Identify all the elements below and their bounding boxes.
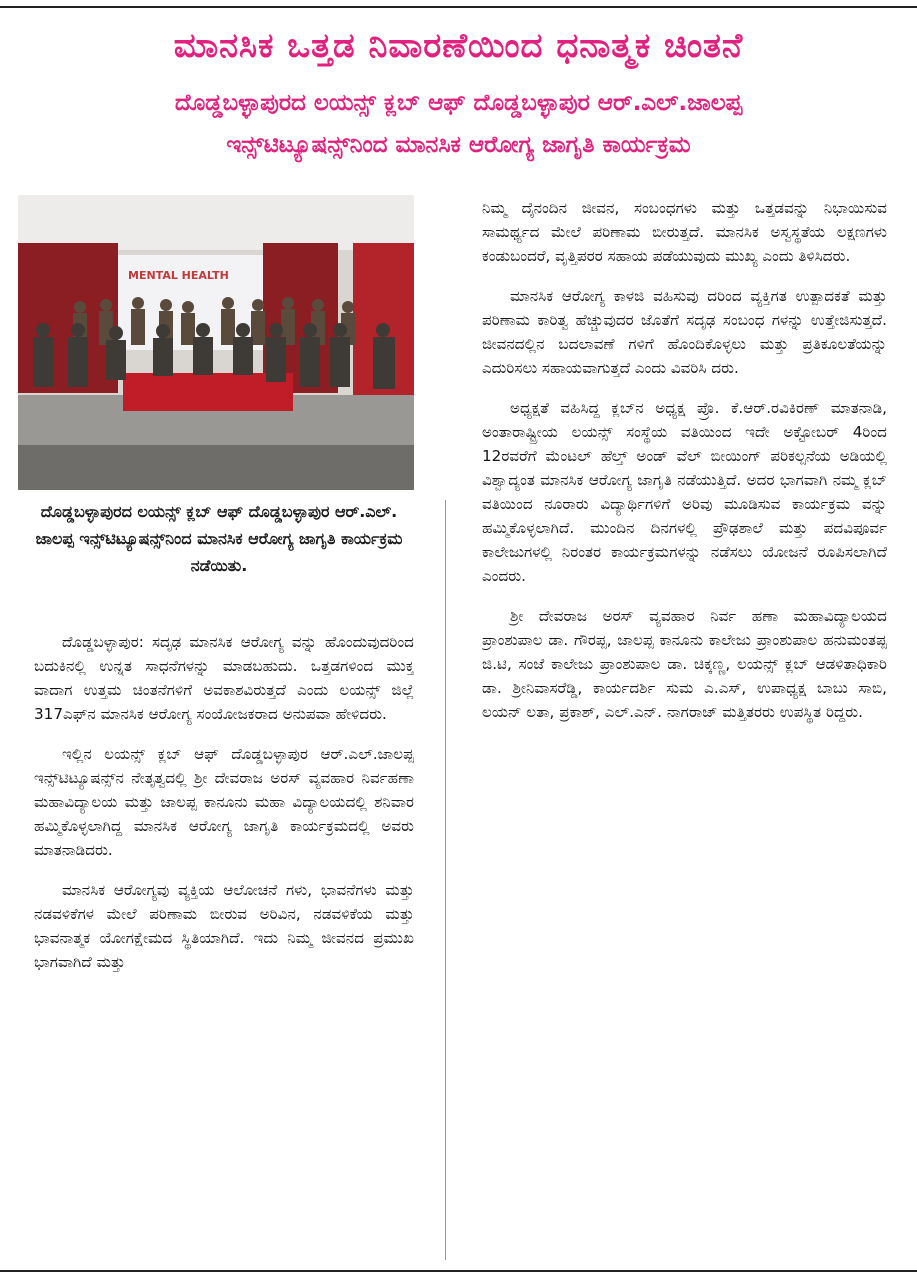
article-paragraph: ಅಧ್ಯಕ್ಷತೆ ವಹಿಸಿದ್ದ ಕ್ಲಬ್‌ನ ಅಧ್ಯಕ್ಷ ಪ್ರೊ. ಕೆ.ಆರ್.ರವಿಕಿರಣ್ ಮಾತನಾಡಿ, ಅಂತಾರಾಷ್ಟ್ರೀಯ ಲಯನ್ಸ್ ಸಂಸ್ಥೆಯ ವತಿಯಿಂದ ಇದೇ ಅಕ್ಟೋಬರ್ 4ರಿಂದ 12ರವರೆಗೆ ಮೆಂಟಲ್ ಹೆಲ್ತ್ ಅಂಡ್ ವೆಲ್ ಬೀಯಿಂಗ್ ಪರಿಕಲ್ಪನೆಯ ಅಡಿಯಲ್ಲಿ ವಿಶ್ವಾದ್ಯಂತ ಮಾನಸಿಕ ಆರೋಗ್ಯ ಜಾಗೃತಿ ನಡೆಯುತ್ತಿದೆ. ಅದರ ಭಾಗವಾಗಿ ನಮ್ಮ ಕ್ಲಬ್ ವತಿಯಿಂದ ನೂರಾರು ವಿದ್ಯಾರ್ಥಿಗಳಿಗೆ ಅರಿವು ಮೂಡಿಸುವ ಕಾರ್ಯಕ್ರಮ ವನ್ನು ಹಮ್ಮಿಕೊಳ್ಳಲಾಗಿದೆ. ಮುಂದಿನ ದಿನಗಳಲ್ಲಿ ಪ್ರೌಢಶಾಲೆ ಮತ್ತು ಪದವಿಪೂರ್ವ ಕಾಲೇಜುಗಳಲ್ಲಿ ನಿರಂತರ ಕಾರ್ಯಕ್ರಮಗಳನ್ನು ನಡೆಸಲು ಯೋಜನೆ ರೂಪಿಸಲಾಗಿದೆ ಎಂದರು.	[482, 399, 887, 585]
article-right-column	[482, 196, 887, 1261]
event-photo-illustration	[18, 195, 414, 490]
article-headline: ಮಾನಸಿಕ ಒತ್ತಡ ನಿವಾರಣೆಯಿಂದ ಧನಾತ್ಮಕ ಚಿಂತನೆ	[173, 26, 744, 66]
column-divider	[445, 500, 446, 1260]
article-paragraph: ದೊಡ್ಡಬಳ್ಳಾಪುರ: ಸದೃಢ ಮಾನಸಿಕ ಆರೋಗ್ಯ ವನ್ನು ಹೊಂದುವುದರಿಂದ ಬದುಕಿನಲ್ಲಿ ಉನ್ನತ ಸಾಧನೆಗಳನ್ನು ಮಾಡಬಹುದು. ಒತ್ತಡಗಳಿಂದ ಮುಕ್ತ ವಾದಾಗ ಉತ್ತಮ ಚಿಂತನೆಗಳಿಗೆ ಅವಕಾಶವಿರುತ್ತದೆ ಎಂದು ಲಯನ್ಸ್ ಜಿಲ್ಲೆ 317ಎಫ್‌ನ ಮಾನಸಿಕ ಆರೋಗ್ಯ ಸಂಯೋಜಕರಾದ ಅನುಪವಾ ಹೇಳಿದರು.	[34, 633, 414, 723]
banner-text: MENTAL HEALTH	[128, 269, 229, 282]
article-paragraph: ಮಾನಸಿಕ ಆರೋಗ್ಯ ಕಾಳಜಿ ವಹಿಸುವು ದರಿಂದ ವ್ಯಕ್ತಿಗತ ಉತ್ಪಾದಕತೆ ಮತ್ತು ಪರಿಣಾಮ ಕಾರಿತ್ವ ಹೆಚ್ಚುವುದರ ಜೊತೆಗೆ ಸದೃಢ ಸಂಬಂಧ ಗಳನ್ನು ಉತ್ತೇಜಿಸುತ್ತದೆ. ಜೀವನದಲ್ಲಿನ ಬದಲಾವಣೆ ಗಳಿಗೆ ಹೊಂದಿಕೊಳ್ಳಲು ಮತ್ತು ಪ್ರತಿಕೂಲತೆಯನ್ನು ಎದುರಿಸಲು ಸಹಾಯವಾಗುತ್ತದೆ ಎಂದು ವಿವರಿಸಿ ದರು.	[482, 287, 887, 377]
article-paragraph: ಶ್ರೀ ದೇವರಾಜ ಅರಸ್ ವ್ಯವಹಾರ ನಿರ್ವ ಹಣಾ ಮಹಾವಿದ್ಯಾಲಯದ ಪ್ರಾಂಶುಪಾಲ ಡಾ. ಗೌರಪ್ಪ, ಜಾಲಪ್ಪ ಕಾನೂನು ಕಾಲೇಜು ಪ್ರಾಂಶುಪಾಲ ಹನುಮಂತಪ್ಪ ಜಿ.ಟಿ, ಸಂಜೆ ಕಾಲೇಜು ಪ್ರಾಂಶುಪಾಲ ಡಾ. ಚಿಕ್ಕಣ್ಣ, ಲಯನ್ಸ್ ಕ್ಲಬ್ ಆಡಳಿತಾಧಿಕಾರಿ ಡಾ. ಶ್ರೀನಿವಾಸರೆಡ್ಡಿ, ಕಾರ್ಯದರ್ಶಿ ಸುಮ ಎ.ಎಸ್, ಉಪಾಧ್ಯಕ್ಷ ಬಾಬು ಸಾಬಿ, ಲಯನ್ ಲತಾ, ಪ್ರಕಾಶ್, ಎಲ್.ಎನ್. ನಾಗರಾಜ್ ಮತ್ತಿತರರು ಉಪಸ್ಥಿತ ರಿದ್ದರು.	[482, 607, 887, 721]
article-left-column	[34, 630, 414, 1260]
article-paragraph: ಇಲ್ಲಿನ ಲಯನ್ಸ್ ಕ್ಲಬ್ ಆಫ್ ದೊಡ್ಡಬಳ್ಳಾಪುರ ಆರ್.ಎಲ್.ಜಾಲಪ್ಪ ಇನ್ಸ್‌ಟಿಟ್ಯೂಷನ್ಸ್‌ನ ನೇತೃತ್ವದಲ್ಲಿ ಶ್ರೀ ದೇವರಾಜ ಅರಸ್ ವ್ಯವಹಾರ ನಿರ್ವಹಣಾ ಮಹಾವಿದ್ಯಾಲಯ ಮತ್ತು ಜಾಲಪ್ಪ ಕಾನೂನು ಮಹಾ ವಿದ್ಯಾಲಯದಲ್ಲಿ ಶನಿವಾರ ಹಮ್ಮಿಕೊಳ್ಳಲಾಗಿದ್ದ ಮಾನಸಿಕ ಆರೋಗ್ಯ ಜಾಗೃತಿ ಕಾರ್ಯಕ್ರಮದಲ್ಲಿ ಅವರು ಮಾತನಾಡಿದರು.	[34, 745, 414, 859]
subheadline-line-2: ಇನ್ಸ್‌ಟಿಟ್ಯೂಷನ್ಸ್‌ನಿಂದ ಮಾನಸಿಕ ಆರೋಗ್ಯ ಜಾಗೃತಿ ಕಾರ್ಯಕ್ರಮ	[226, 132, 691, 158]
event-photo	[18, 195, 414, 490]
page-bottom-border	[0, 1270, 917, 1272]
article-paragraph: ನಿಮ್ಮ ದೈನಂದಿನ ಜೀವನ, ಸಂಬಂಧಗಳು ಮತ್ತು ಒತ್ತಡವನ್ನು ನಿಭಾಯಿಸುವ ಸಾಮರ್ಥ್ಯದ ಮೇಲೆ ಪರಿಣಾಮ ಬೀರುತ್ತದೆ. ಮಾನಸಿಕ ಅಸ್ವಸ್ಥತೆಯ ಲಕ್ಷಣಗಳು ಕಂಡುಬಂದರೆ, ವೃತ್ತಿಪರರ ಸಹಾಯ ಪಡೆಯುವುದು ಮುಖ್ಯ ಎಂದು ತಿಳಿಸಿದರು.	[482, 199, 887, 265]
article-subheadline	[20, 82, 897, 166]
photo-caption: ದೊಡ್ಡಬಳ್ಳಾಪುರದ ಲಯನ್ಸ್ ಕ್ಲಬ್ ಆಫ್ ದೊಡ್ಡಬಳ್ಳಾಪುರ ಆರ್.ಎಲ್. ಜಾಲಪ್ಪ ಇನ್ಸ್‌ಟಿಟ್ಯೂಷನ್ಸ್‌ನಿಂದ ಮಾನಸಿಕ ಆರೋಗ್ಯ ಜಾಗೃತಿ ಕಾರ್ಯಕ್ರಮ ನಡೆಯಿತು.	[35, 502, 403, 575]
page-top-border	[0, 0, 917, 8]
article-paragraph: ಮಾನಸಿಕ ಆರೋಗ್ಯವು ವ್ಯಕ್ತಿಯ ಆಲೋಚನೆ ಗಳು, ಭಾವನೆಗಳು ಮತ್ತು ನಡವಳಿಕೆಗಳ ಮೇಲೆ ಪರಿಣಾಮ ಬೀರುವ ಅರಿವಿನ, ನಡವಳಿಕೆಯ ಮತ್ತು ಭಾವನಾತ್ಮಕ ಯೋಗಕ್ಷೇಮದ ಸ್ಥಿತಿಯಾಗಿದೆ. ಇದು ನಿಮ್ಮ ಜೀವನದ ಪ್ರಮುಖ ಭಾಗವಾಗಿದೆ ಮತ್ತು	[34, 881, 414, 971]
subheadline-line-1: ದೊಡ್ಡಬಳ್ಳಾಪುರದ ಲಯನ್ಸ್ ಕ್ಲಬ್ ಆಫ್ ದೊಡ್ಡಬಳ್ಳಾಪುರ ಆರ್.ಎಲ್.ಜಾಲಪ್ಪ	[174, 90, 743, 116]
